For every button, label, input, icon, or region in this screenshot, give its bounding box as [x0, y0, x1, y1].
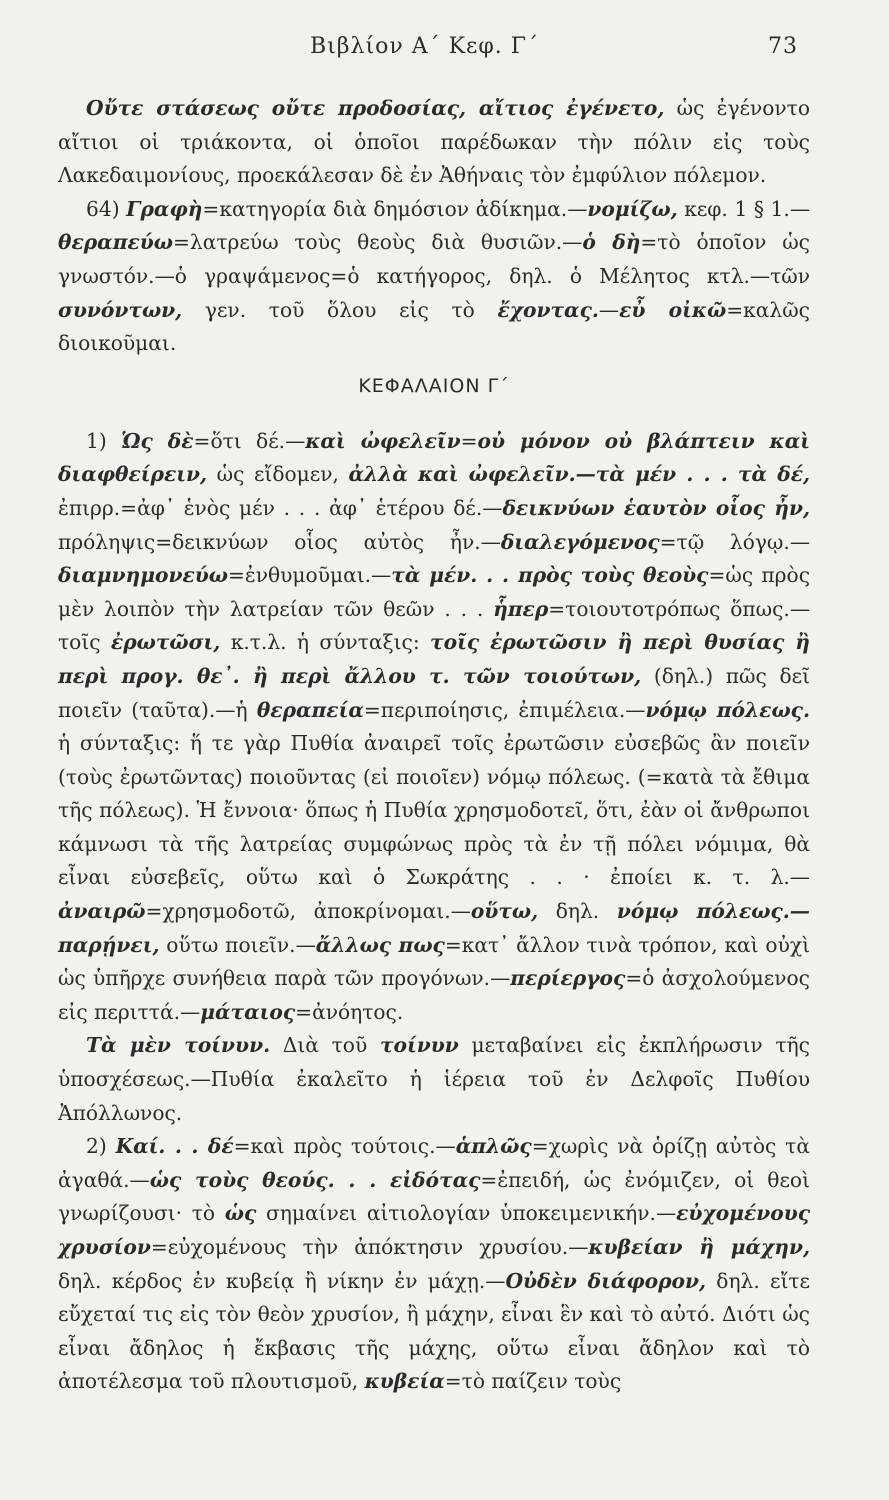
commentary-text: =καλῶς διοικοῦμαι.	[58, 297, 810, 356]
commentary-text: =περιποίησις, ἐπιμέλεια.—	[363, 697, 646, 722]
commentary-text: =κατ᾿ ἄλλον τινὰ τρόπον, καὶ οὐχὶ ὡς ὑπῆρχε συνήθεια παρὰ τῶν προγόνων.—	[58, 932, 810, 991]
lemma: κυβείαν ἢ μάχην,	[588, 1235, 810, 1259]
commentary-text: =ὁ ἀσχολούμενος εἰς περιττά.—	[58, 966, 810, 1024]
commentary-text: πρόληψις=δεικνύων οἷος αὐτὸς ἦν.—	[58, 529, 501, 554]
lemma: οὐ μόνον οὐ βλάπτειν καὶ διαφθείρειν,	[58, 428, 810, 487]
commentary-text: —	[598, 297, 620, 322]
commentary-text: =χωρὶς νὰ ὁρίζῃ αὐτὸς τὰ ἀγαθά.—	[58, 1134, 810, 1192]
commentary-text: ἡ σύνταξις: ἥ τε γὰρ Πυθία ἀναιρεῖ τοῖς ἐρωτῶσιν εὐσεβῶς ἂν ποιεῖν (τοὺς ἐρωτῶντας) ποιοῦντας (εἰ ποιοῖεν) νόμῳ πόλεως. (=κατὰ τὰ ἔθιμα τῆς πόλεως). Ἡ ἔννοια· ὅπως ἡ Πυθία χρησμοδοτεῖ, ὅτι, ἐὰν οἱ ἄνθρωποι κάμνωσι τὰ τῆς λατρείας συμφώνως πρὸς τὰ ἐν τῇ πόλει νόμιμα, θὰ εἶναι εὐσεβεῖς, οὕτω καὶ ὁ Σωκράτης . . · ἐποίει κ. τ. λ.—	[58, 731, 810, 890]
lemma: ἐρωτῶσι,	[110, 630, 221, 655]
paragraph	[58, 1029, 810, 1130]
lemma: Ὡς δὲ	[121, 428, 194, 453]
commentary-text: =ὡς πρὸς μὲν λοιπὸν τὴν λατρείαν τῶν θεῶν . . .	[58, 563, 810, 621]
lemma: ὡς τοὺς θεούς. . . εἰδότας	[149, 1167, 481, 1192]
commentary-text: =	[460, 428, 478, 453]
commentary-text: μεταβαίνει εἰς ἐκπλήρωσιν τῆς ὑποσχέσεως.—Πυθία ἐκαλεῖτο ἡ ἱέρεια τοῦ ἐν Δελφοῖς Πυθίου Ἀπόλλωνος.	[58, 1033, 810, 1125]
commentary-text: ἐπιρρ.=ἀφ᾿ ἑνὸς μέν . . . ἀφ᾿ ἑτέρου δέ.—	[58, 495, 503, 520]
commentary-text: δηλ.	[538, 899, 617, 924]
lemma: τοίνυν	[379, 1033, 459, 1058]
commentary-text: σημαίνει αἰτιολογίαν ὑποκειμενικήν.—	[256, 1201, 677, 1226]
lemma: ὡς	[224, 1201, 257, 1226]
commentary-text: (δηλ.) πῶς δεῖ ποιεῖν (ταῦτα).—ἡ	[58, 663, 811, 722]
lemma: κυβεία	[364, 1369, 445, 1394]
lemma: εὐχομένους χρυσίον	[58, 1201, 810, 1259]
commentary-text: =καὶ πρὸς τούτοις.—	[233, 1134, 456, 1159]
page-number: 73	[768, 34, 798, 59]
lemma: μάταιος	[200, 999, 296, 1024]
running-title: Βιβλίον Α΄ Κεφ. Γ΄	[310, 34, 540, 59]
commentary-text: =λατρεύω τοὺς θεοὺς διὰ θυσιῶν.—	[172, 230, 583, 255]
commentary-text: οὕτω ποιεῖν.—	[159, 932, 316, 957]
commentary-text: ὡς ἐγένοντο αἴτιοι οἱ τριάκοντα, οἱ ὁποῖοι παρέδωκαν τὴν πόλιν εἰς τοὺς Λακεδαιμονίους, προεκάλεσαν δὲ ἐν Ἀθήναις τὸν ἐμφύλιον πόλεμον.	[58, 96, 810, 188]
lemma: θεραπεύω	[58, 230, 173, 255]
lemma: νόμῳ πόλεως.—παρῄνει,	[58, 899, 810, 957]
commentary-text: =τὸ ὁποῖον ὡς γνωστόν.—ὁ γραψάμενος=ὁ κατήγορος, δηλ. ὁ Μέλητος κτλ.—τῶν	[58, 230, 810, 288]
commentary-text: δηλ. εἴτε εὔχεταί τις εἰς τὸν θεὸν χρυσίον, ἢ μάχην, εἶναι ἓν καὶ τὸ αὐτό. Διότι ὡς εἶναι ἄδηλος ἡ ἔκβασις τῆς μάχης, οὕτω εἶναι ἄδηλον καὶ τὸ ἀποτέλεσμα τοῦ πλουτισμοῦ,	[58, 1268, 811, 1394]
lemma: δεικνύων ἑαυτὸν οἷος ἦν,	[502, 495, 810, 520]
lemma: ἔχοντας.	[497, 297, 599, 322]
commentary-text: ὡς εἴδομεν,	[207, 462, 349, 487]
commentary-text: =ἐπειδή, ὡς ἐνόμιζεν, οἱ θεοὶ γνωρίζουσι· τὸ	[58, 1167, 810, 1226]
lemma: ἄλλως πως	[315, 932, 445, 957]
lemma: οὕτω,	[470, 899, 539, 924]
lemma: Οὔτε στάσεως οὔτε προδοσίας, αἴτιος ἐγένετο,	[86, 96, 665, 120]
commentary-text: 1)	[86, 428, 122, 453]
lemma: περίεργος	[510, 966, 626, 991]
lemma: διαλεγόμενος	[500, 529, 660, 554]
lemma: ὁ δὴ	[582, 230, 641, 255]
commentary-text: =εὐχομένους τὴν ἀπόκτησιν χρυσίου.—	[150, 1235, 589, 1259]
lemma: νομίζω,	[587, 196, 678, 221]
commentary-text: =ὅτι δέ.—	[193, 428, 306, 453]
lemma: ἁπλῶς	[455, 1134, 532, 1159]
lemma: Καί. . . δέ	[115, 1134, 234, 1159]
lemma: τὰ μέν. . . πρὸς τοὺς θεοὺς	[391, 563, 709, 588]
commentary-text: 64)	[86, 196, 127, 221]
lemma: εὖ οἰκῶ	[619, 297, 727, 322]
commentary-text: =τὸ παίζειν τοὺς	[444, 1369, 622, 1394]
commentary-text: κ.τ.λ. ἡ σύνταξις:	[220, 630, 431, 655]
commentary-text: δηλ. κέρδος ἐν κυβείᾳ ἢ νίκην ἐν μάχῃ.—	[58, 1268, 506, 1293]
page-body	[58, 92, 810, 1399]
commentary-text: =τῷ λόγῳ.—	[659, 529, 811, 554]
commentary-text: κεφ. 1 § 1.—	[677, 196, 811, 221]
lemma: καὶ ὠφελεῖν	[305, 428, 461, 453]
lemma: νόμῳ πόλεως.	[645, 697, 810, 722]
lemma: συνόντων,	[58, 297, 183, 322]
lemma: Γραφὴ	[126, 196, 203, 221]
lemma: ἀναιρῶ	[58, 899, 146, 924]
lemma: Οὐδὲν διάφορον,	[505, 1268, 707, 1293]
commentary-text: γεν. τοῦ ὅλου εἰς τὸ	[182, 297, 498, 322]
commentary-text: =ἐνθυμοῦμαι.—	[227, 563, 392, 588]
lemma: ἀλλὰ καὶ ὠφελεῖν.—τὰ μέν . . . τὰ δέ,	[348, 462, 811, 487]
commentary-text: =κατηγορία διὰ δημόσιον ἀδίκημα.—	[202, 196, 588, 221]
commentary-text: =τοιουτοτρόπως ὅπως.—τοῖς	[58, 596, 811, 655]
commentary-text: =ἀνόητος.	[295, 999, 404, 1024]
lemma: ἧπερ	[493, 596, 549, 621]
paragraph	[58, 92, 810, 193]
lemma: Τὰ μὲν τοίνυν.	[86, 1033, 271, 1058]
paragraph	[58, 1130, 810, 1399]
commentary-text: Διὰ τοῦ	[270, 1033, 380, 1058]
paragraph	[58, 193, 810, 361]
lemma: τοῖς ἐρωτῶσιν ἢ περὶ θυσίας ἢ περὶ προγ. θε᾿. ἢ περὶ ἄλλου τ. τῶν τοιούτων,	[58, 630, 810, 688]
commentary-text: 2)	[86, 1134, 116, 1159]
paragraph	[58, 425, 810, 1030]
lemma: θεραπεία	[256, 697, 364, 722]
chapter-heading: ΚΕΦΑΛΑΙΟΝ Γ΄	[358, 374, 510, 397]
commentary-text: =χρησμοδοτῶ, ἀποκρίνομαι.—	[145, 899, 471, 924]
lemma: διαμνημονεύω	[58, 563, 228, 588]
page-header	[0, 34, 889, 70]
